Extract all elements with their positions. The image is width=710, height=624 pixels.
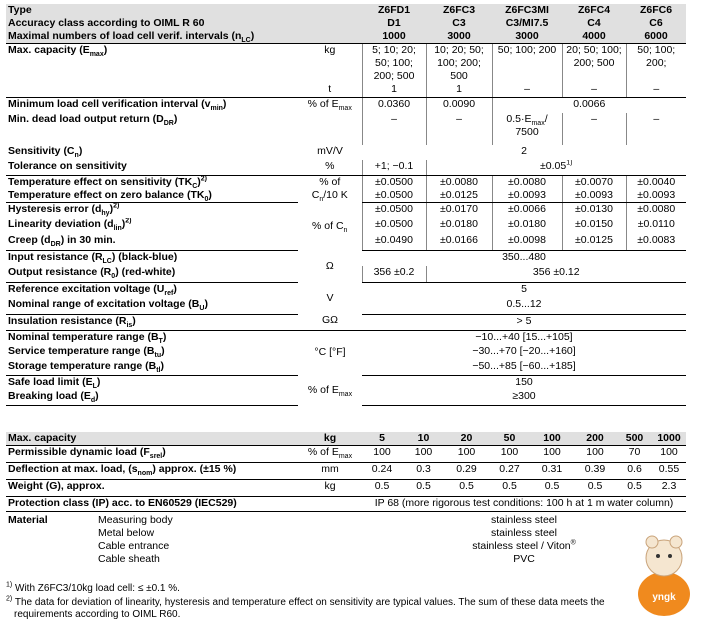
- uref-row: [6, 282, 686, 298]
- maxcap-value: 20; 50; 100; 200; 500: [562, 44, 626, 84]
- tk0-value: ±0.0125: [426, 189, 492, 203]
- rin-label: Input resistance $(R_{LC})$ (black-blue): [8, 250, 178, 265]
- intervals-value: 6000: [626, 30, 686, 44]
- uref-label: Reference excitation voltage $(U_{ref})$: [8, 282, 177, 297]
- lin-label: Linearity deviation $(d_{lin})^{2)}$: [8, 218, 132, 233]
- rout-label: Output resistance $(R_0)$ (red-white): [6, 266, 298, 282]
- logo-ear: [670, 536, 682, 548]
- ddr-value: –: [426, 113, 492, 145]
- weight-row: [6, 480, 686, 497]
- tk0-value: ±0.0500: [362, 189, 426, 203]
- defl-value: 0.31: [531, 463, 573, 480]
- weight-value: 0.5: [573, 480, 617, 497]
- maxcap-t-value: –: [626, 83, 686, 97]
- mascot-logo: [622, 528, 706, 620]
- capacity-value: 50: [488, 432, 531, 446]
- hys-value: ±0.0130: [562, 202, 626, 218]
- footnote-1: $^{1)}$ With Z6FC3/10kg load cell: ≤ ±0.1 %.: [6, 581, 180, 594]
- tk0-value: ±0.0093: [562, 189, 626, 203]
- el-value: 150: [515, 375, 533, 388]
- material-row: [6, 512, 686, 576]
- rout-value: 356 ±0.2: [362, 266, 426, 282]
- model-z6fc3mi: Z6FC3MI: [492, 4, 562, 17]
- weight-value: 0.5: [402, 480, 445, 497]
- tk-unit: % of $C_n/10$ K: [311, 175, 348, 202]
- bu-value: 0.5...12: [362, 298, 686, 314]
- logo-ear: [646, 536, 658, 548]
- weight-value: 2.3: [652, 480, 686, 497]
- capacity-value: 10: [402, 432, 445, 446]
- hys-row: [6, 202, 686, 218]
- tkc-row: [6, 175, 686, 189]
- accuracy-row: [6, 17, 686, 30]
- maxcap-t-row: [6, 83, 686, 97]
- el-row: [6, 375, 686, 390]
- sens-unit: mV/V: [317, 145, 343, 157]
- vmin-value: 0.0066: [492, 97, 686, 113]
- maxcap-value: 50; 100; 200: [492, 44, 562, 84]
- capacity-value: 200: [573, 432, 617, 446]
- weight-value: 0.5: [531, 480, 573, 497]
- accuracy-value: C3/MI7.5: [492, 17, 562, 30]
- capacity-value: 20: [445, 432, 488, 446]
- ins-unit: GΩ: [298, 314, 362, 330]
- ris-row: [6, 314, 686, 330]
- btl-value: −50...+85 [−60...+185]: [362, 360, 686, 375]
- intervals-row: [6, 30, 686, 44]
- creep-value: ±0.0098: [492, 234, 562, 250]
- defl-value: 0.39: [573, 463, 617, 480]
- weight-unit: kg: [298, 480, 362, 497]
- model-z6fc6: Z6FC6: [626, 4, 686, 17]
- maxcap-t-value: –: [562, 83, 626, 97]
- tk0-value: ±0.0093: [492, 189, 562, 203]
- ed-value: ≥300: [362, 390, 686, 405]
- defl-label: Deflection at max. load, $(s_{nom})$ approx. (±15 %): [6, 463, 298, 480]
- dyn-value: 100: [652, 446, 686, 463]
- intervals-value: 4000: [562, 30, 626, 44]
- intervals-value: 1000: [362, 30, 426, 44]
- vmin-unit: % of $E_{max}$: [307, 97, 352, 112]
- logo-text: yngk: [652, 592, 676, 603]
- model-z6fc3: Z6FC3: [426, 4, 492, 17]
- intervals-label: Maximal numbers of load cell verif. intervals $(n_{LC})$: [6, 30, 298, 44]
- lin-value: ±0.0180: [426, 218, 492, 234]
- hys-value: ±0.0170: [426, 202, 492, 218]
- rin-row: [6, 250, 686, 266]
- tol-value: $\pm 0.05^{1)}$: [426, 160, 686, 175]
- mechanical-table: [6, 432, 686, 576]
- bu-label: Nominal range of excitation voltage $(B_U)$: [6, 298, 298, 314]
- dyn-value: 100: [488, 446, 531, 463]
- material-part: Cable sheath: [98, 553, 160, 565]
- ip-row: [6, 497, 686, 512]
- model-z6fd1: Z6FD1: [362, 4, 426, 17]
- ddr-value: –: [362, 113, 426, 145]
- el-label: Safe load limit $(E_L)$: [8, 375, 101, 390]
- ip-value: IP 68 (more rigorous test conditions: 100 h at 1 m water column): [362, 497, 686, 512]
- res-unit: Ω: [325, 259, 334, 272]
- creep-value: ±0.0490: [362, 234, 426, 250]
- defl-value: 0.27: [488, 463, 531, 480]
- dyn-value: 100: [531, 446, 573, 463]
- logo-eye: [668, 554, 672, 558]
- intervals-value: 3000: [492, 30, 562, 44]
- sens-label: Sensitivity $(C_n)$: [8, 145, 83, 160]
- dyn-row: [6, 446, 686, 463]
- defl-row: [6, 463, 686, 480]
- capacity-unit: kg: [298, 432, 362, 446]
- creep-value: ±0.0083: [626, 234, 686, 250]
- ddr-value: $0.5\cdot E_{max}/$ 7500: [492, 113, 562, 145]
- ip-label: Protection class (IP) acc. to EN60529 (IEC529): [6, 497, 362, 512]
- rout-value: 356 ±0.12: [426, 266, 686, 282]
- maxcap-t-value: 1: [426, 83, 492, 97]
- hys-value: ±0.0080: [626, 202, 686, 218]
- vmin-row: [6, 97, 686, 113]
- dyn-label: Permissible dynamic load $(F_{srel})$: [6, 446, 298, 463]
- maxcap-kg-row: [6, 44, 686, 84]
- capacity-label: Max. capacity: [6, 432, 298, 446]
- dyn-value: 100: [573, 446, 617, 463]
- maxcap-t-value: –: [492, 83, 562, 97]
- accuracy-value: C3: [426, 17, 492, 30]
- bt-label: Nominal temperature range $(B_T)$: [8, 330, 167, 345]
- capacity-row: [6, 432, 686, 446]
- intervals-value: 3000: [426, 30, 492, 44]
- defl-unit: mm: [298, 463, 362, 480]
- ed-label: Breaking load $(E_d)$: [6, 390, 298, 405]
- tk0-value: ±0.0093: [626, 189, 686, 203]
- type-label: Type: [6, 4, 298, 17]
- ddr-row: [6, 113, 686, 145]
- safe-unit: % of $E_{max}$: [307, 383, 353, 398]
- tol-label: Tolerance on sensitivity: [6, 160, 298, 175]
- tol-row: [6, 160, 686, 175]
- lin-value: ±0.0500: [362, 218, 426, 234]
- material-title: Material: [8, 514, 48, 526]
- material-part: Metal below: [98, 527, 155, 539]
- specs-table: [6, 4, 686, 406]
- weight-value: 0.5: [445, 480, 488, 497]
- tkc-value: ±0.0070: [562, 175, 626, 189]
- material-part: Measuring body: [98, 514, 173, 526]
- lin-value: ±0.0150: [562, 218, 626, 234]
- material-values: stainless steel stainless steel stainless steel / Viton® PVC: [472, 514, 576, 565]
- tkc-value: ±0.0080: [426, 175, 492, 189]
- rin-value: 350...480: [502, 250, 546, 263]
- dyn-value: 70: [617, 446, 652, 463]
- creep-label: Creep $(d_{DR})$ in 30 min.: [6, 234, 298, 250]
- ris-value: > 5: [362, 314, 686, 330]
- ris-label: Insulation resistance $(R_{is})$: [6, 314, 298, 330]
- hys-value: ±0.0066: [492, 202, 562, 218]
- maxcap-value: 10; 20; 50; 100; 200; 500: [426, 44, 492, 84]
- vmin-value: 0.0360: [362, 97, 426, 113]
- header-row: [6, 4, 686, 17]
- material-part: Cable entrance: [98, 540, 170, 552]
- ddr-label: Min. dead load output return $(D_{DR})$: [8, 113, 178, 128]
- lin-unit: % of $C_n$: [312, 219, 348, 234]
- weight-value: 0.5: [362, 480, 402, 497]
- maxcap-value: 50; 100; 200;: [626, 44, 686, 84]
- accuracy-label: Accuracy class according to OIML R 60: [6, 17, 298, 30]
- accuracy-value: C4: [562, 17, 626, 30]
- footnote-2: $^{2)}$ The data for deviation of linearity, hysteresis and temperature effect on sensitivity are typical values. The sum of these data meets the requirements according to OIML R60.: [6, 595, 605, 620]
- tol-value: +1; −0.1: [362, 160, 426, 175]
- weight-label: Weight (G), approx.: [6, 480, 298, 497]
- model-z6fc4: Z6FC4: [562, 4, 626, 17]
- accuracy-value: C6: [626, 17, 686, 30]
- tkc-label: Temperature effect on sensitivity $(TK_C)^{2)}$: [8, 175, 207, 189]
- capacity-value: 100: [531, 432, 573, 446]
- dyn-unit: % of $E_{max}$: [298, 446, 362, 463]
- hys-label: Hysteresis error $(d_{hy})^{2)}$: [8, 202, 120, 217]
- creep-value: ±0.0166: [426, 234, 492, 250]
- defl-value: 0.3: [402, 463, 445, 480]
- bt-row: [6, 330, 686, 345]
- hys-value: ±0.0500: [362, 202, 426, 218]
- dyn-value: 100: [445, 446, 488, 463]
- btu-value: −30...+70 [−20...+160]: [472, 345, 576, 357]
- capacity-value: 500: [617, 432, 652, 446]
- weight-value: 0.5: [488, 480, 531, 497]
- defl-value: 0.6: [617, 463, 652, 480]
- unit-t: t: [298, 83, 362, 97]
- lin-value: ±0.0110: [626, 218, 686, 234]
- weight-value: 0.5: [617, 480, 652, 497]
- material-label: [6, 512, 298, 576]
- maxcap-value: 5; 10; 20; 50; 100; 200; 500: [362, 44, 426, 84]
- sens-row: [6, 145, 686, 160]
- temp-unit: °C [°F]: [314, 346, 346, 359]
- btu-label: Service temperature range $(B_{tu})$: [8, 345, 165, 360]
- tkc-value: ±0.0080: [492, 175, 562, 189]
- uref-value: 5: [521, 282, 527, 295]
- sens-value: 2: [521, 145, 527, 157]
- logo-eye: [656, 554, 660, 558]
- unit-kg: kg: [324, 44, 336, 56]
- bt-value: −10...+40 [15...+105]: [475, 330, 573, 343]
- dyn-value: 100: [402, 446, 445, 463]
- defl-value: 0.55: [652, 463, 686, 480]
- ddr-value: –: [626, 113, 686, 145]
- maxcap-label: Max. capacity $(E_{max})$: [8, 44, 108, 59]
- tkc-value: ±0.0040: [626, 175, 686, 189]
- tk0-label: Temperature effect on zero balance $(TK_0)$: [6, 189, 298, 203]
- defl-value: 0.29: [445, 463, 488, 480]
- btl-label: Storage temperature range $(B_{tl})$: [6, 360, 298, 375]
- dyn-value: 100: [362, 446, 402, 463]
- accuracy-value: D1: [362, 17, 426, 30]
- maxcap-t-value: 1: [362, 83, 426, 97]
- exc-unit: V: [326, 291, 334, 304]
- tkc-value: ±0.0500: [362, 175, 426, 189]
- lin-value: ±0.0180: [492, 218, 562, 234]
- capacity-value: 1000: [652, 432, 686, 446]
- defl-value: 0.24: [362, 463, 402, 480]
- vmin-label: Minimum load cell verification interval $(v_{min})$: [8, 97, 227, 112]
- vmin-value: 0.0090: [426, 97, 492, 113]
- capacity-value: 5: [362, 432, 402, 446]
- ddr-value: –: [562, 113, 626, 145]
- creep-value: ±0.0125: [562, 234, 626, 250]
- tol-unit: %: [298, 160, 362, 175]
